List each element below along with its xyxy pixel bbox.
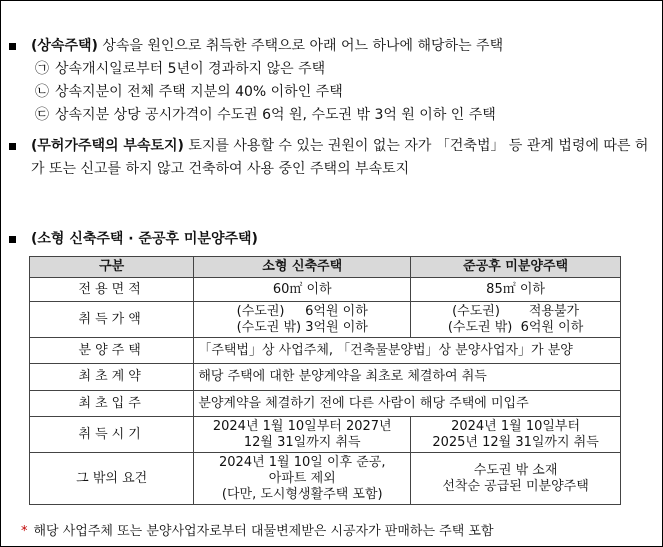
table-cell: 분양계약을 체결하기 전에 다른 사람이 해당 주택에 미입주	[194, 391, 621, 417]
section-paragraph: (무허가주택의 부속토지) 토지를 사용할 수 있는 권원이 없는 자가 「건축법」 등 관계 법령에 따른 허가 또는 신고를 하지 않고 건축하여 사용 중인 주택의 부속토지	[31, 138, 649, 177]
row-label: 분양주택	[30, 338, 194, 364]
row-label: 최초입주	[30, 391, 194, 417]
table-row	[30, 417, 621, 453]
table-header-row	[30, 257, 621, 278]
table-row	[30, 364, 621, 391]
table-cell: 60㎡ 이하	[194, 278, 411, 302]
bullet-square-icon	[9, 236, 16, 243]
table-cell: (수도권) 6억원 이하 (수도권 밖) 3억원 이하	[194, 302, 411, 338]
table-cell: 2024년 1월 10일 이후 준공, 아파트 제외 (다만, 도시형생활주택 포함)	[194, 453, 411, 505]
section-small-new-house	[9, 228, 654, 251]
column-header: 구분	[30, 257, 194, 278]
asterisk-mark: *	[21, 524, 28, 539]
table-cell: 해당 주택에 대한 분양계약을 최초로 체결하여 취득	[194, 364, 621, 391]
requirements-table	[29, 256, 621, 505]
row-label: 최초계약	[30, 364, 194, 391]
section-inherited-house	[9, 35, 654, 127]
row-label: 취득가액	[30, 302, 194, 338]
row-label: 취득시기	[30, 417, 194, 453]
column-header: 소형 신축주택	[194, 257, 411, 278]
section-heading: (상속주택) 상속을 원인으로 취득한 주택으로 아래 어느 하나에 해당하는 주택	[31, 38, 504, 54]
footnote: * 해당 사업주체 또는 분양사업자로부터 대물변제받은 시공자가 판매하는 주택 포함	[21, 524, 494, 539]
table-row	[30, 338, 621, 364]
table-cell: 2024년 1월 10일부터 2025년 12월 31일까지 취득	[411, 417, 621, 453]
table-cell: (수도권) 적용불가 (수도권 밖) 6억원 이하	[411, 302, 621, 338]
list-item: ㉢ 상속지분 상당 공시가격이 수도권 6억 원, 수도권 밖 3억 원 이하 인 주택	[35, 107, 496, 123]
list-item: ㉡ 상속지분이 전체 주택 지분의 40% 이하인 주택	[35, 84, 343, 100]
column-header: 준공후 미분양주택	[411, 257, 621, 278]
bullet-square-icon	[9, 143, 16, 150]
table-cell: 85㎡ 이하	[411, 278, 621, 302]
bullet-square-icon	[9, 43, 16, 50]
section-unlicensed-house-land	[9, 135, 654, 181]
table-cell: 수도권 밖 소재 선착순 공급된 미분양주택	[411, 453, 621, 505]
table-row	[30, 302, 621, 338]
table-cell: 「주택법」상 사업주체, 「건축물분양법」상 분양사업자」가 분양	[194, 338, 621, 364]
list-item: ㉠ 상속개시일로부터 5년이 경과하지 않은 주택	[35, 61, 326, 77]
table-row	[30, 391, 621, 417]
table-row	[30, 278, 621, 302]
table-cell: 2024년 1월 10일부터 2027년 12월 31일까지 취득	[194, 417, 411, 453]
section-heading: (소형 신축주택 · 준공후 미분양주택)	[31, 231, 258, 247]
row-label: 전용면적	[30, 278, 194, 302]
row-label: 그 밖의 요건	[30, 453, 194, 505]
table-row	[30, 453, 621, 505]
